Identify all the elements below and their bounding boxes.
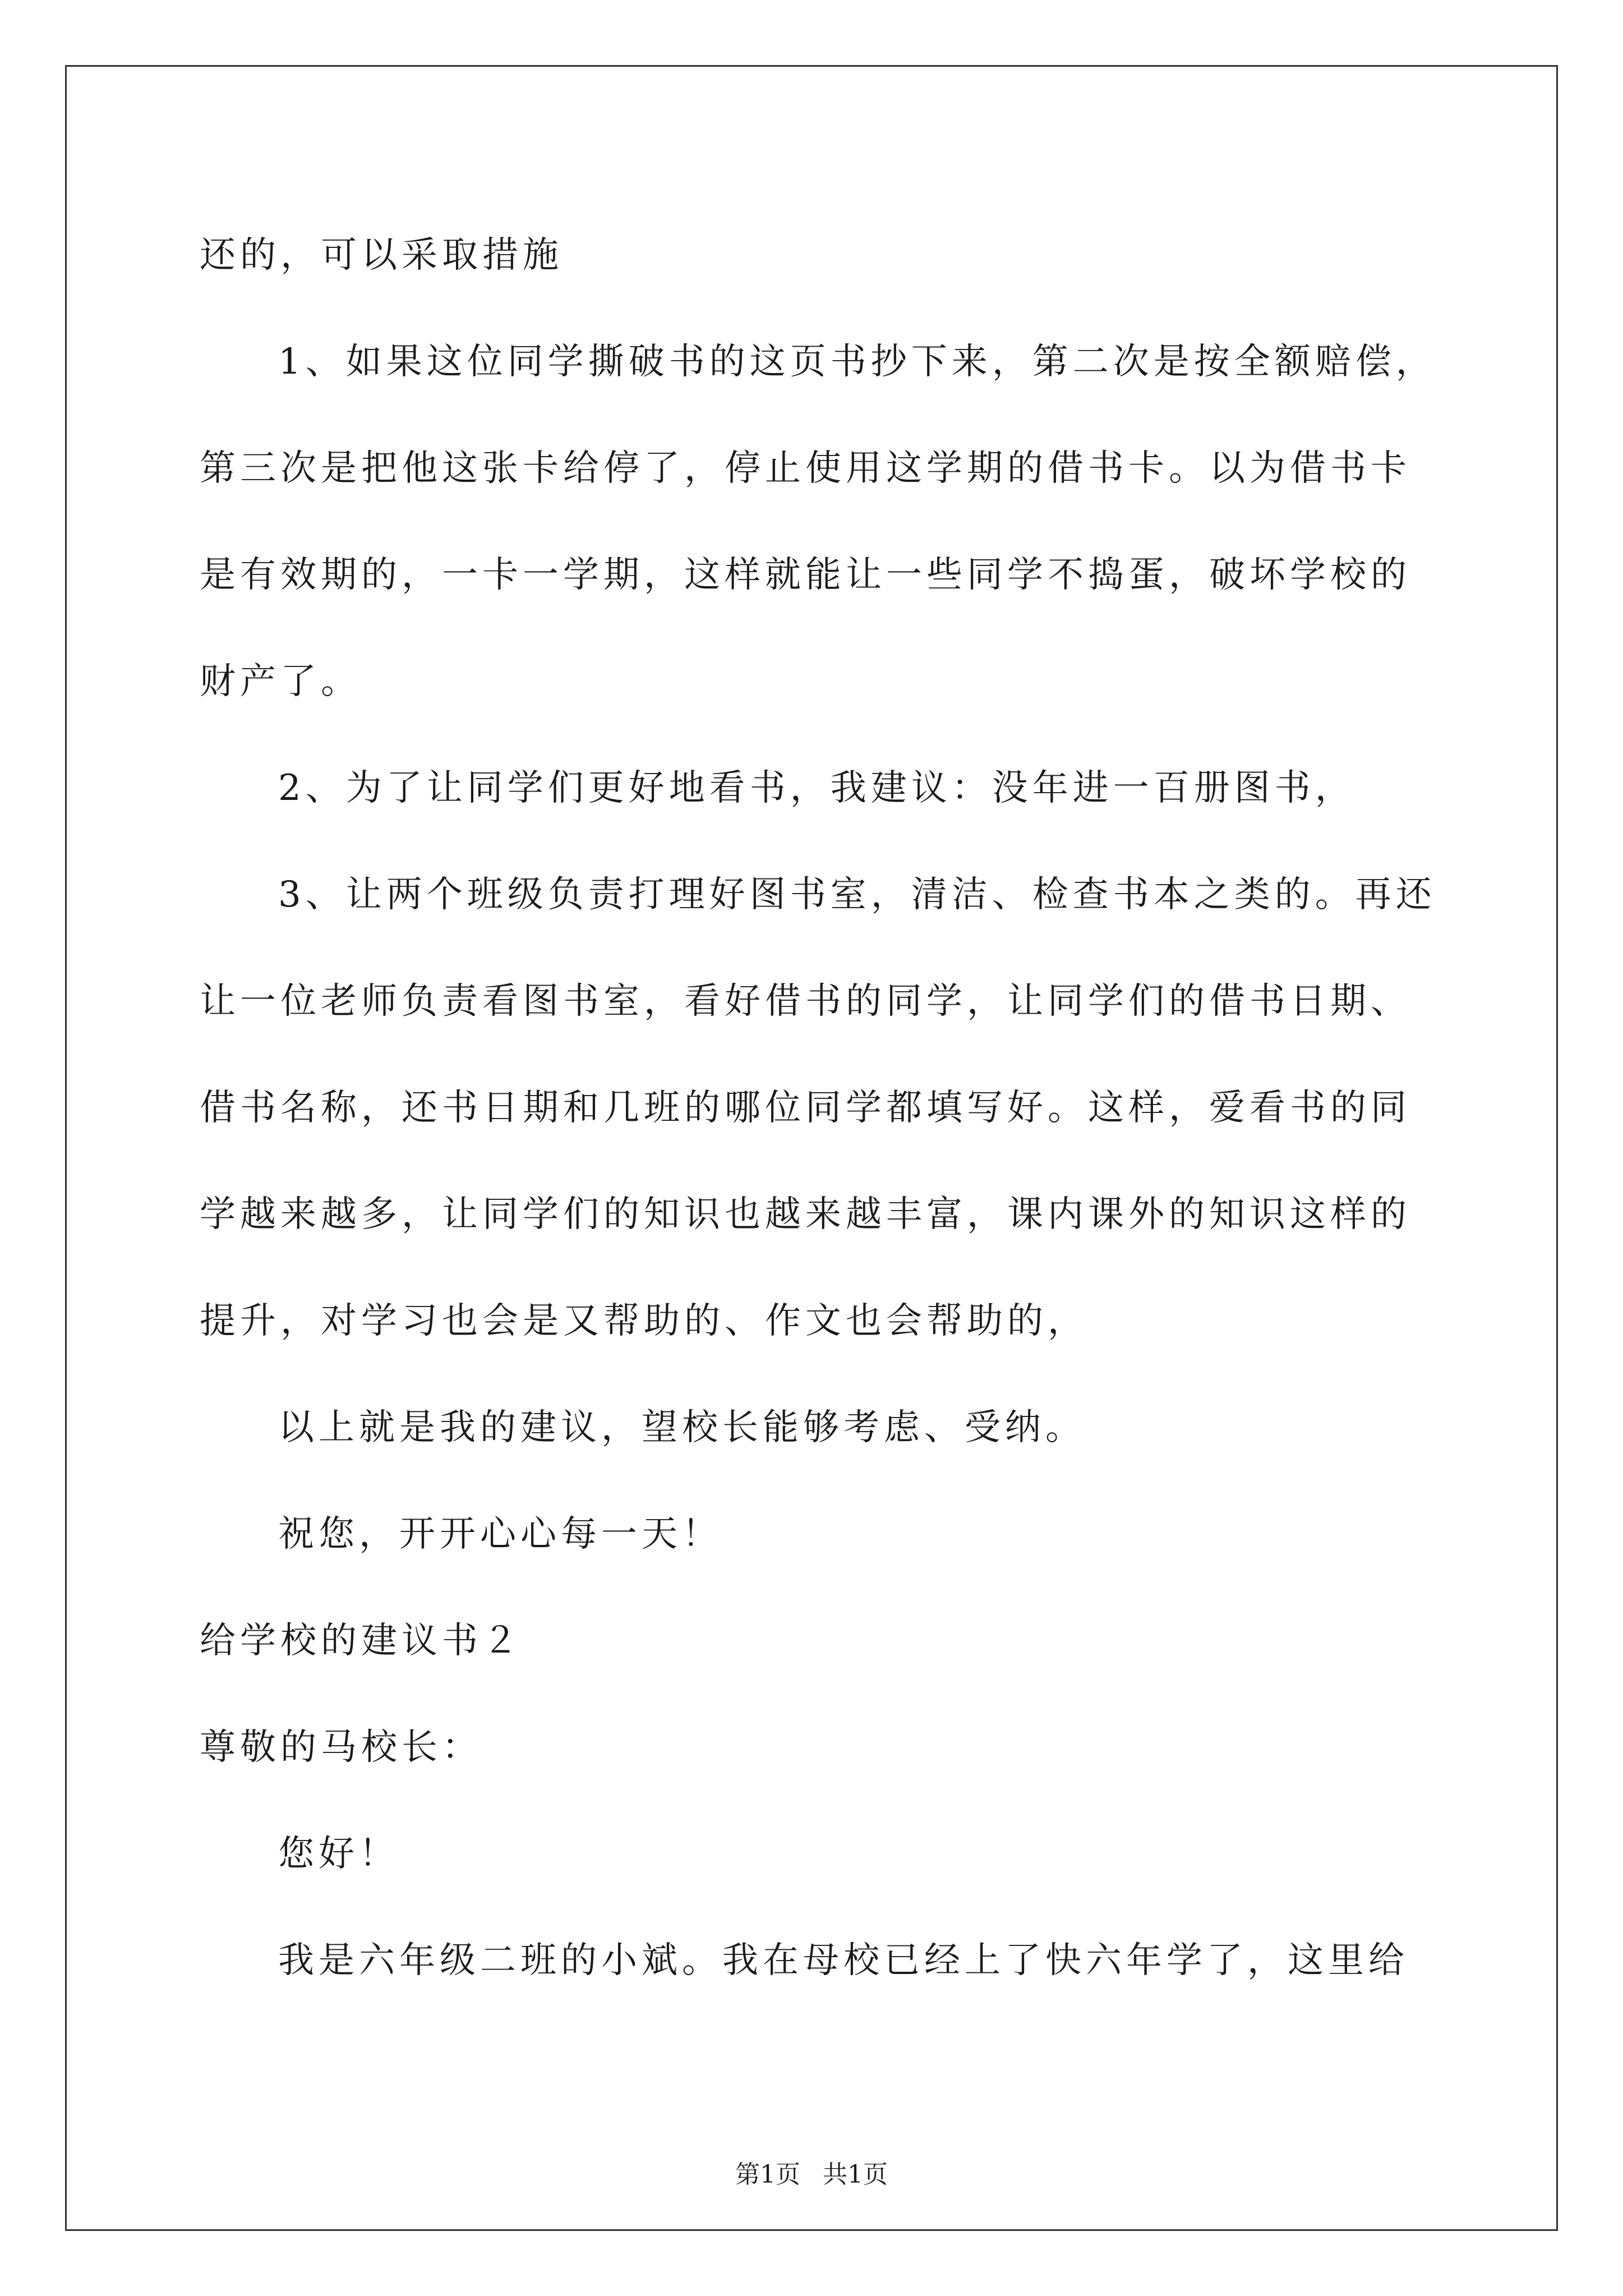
text-line: 学越来越多，让同学们的知识也越来越丰富，课内课外的知识这样的 <box>200 1194 1411 1235</box>
text-line: 第三次是把他这张卡给停了，停止使用这学期的借书卡。以为借书卡 <box>200 448 1411 489</box>
text-line: 让一位老师负责看图书室，看好借书的同学，让同学们的借书日期、 <box>200 981 1411 1022</box>
text-line: 以上就是我的建议，望校长能够考虑、受纳。 <box>278 1407 1086 1448</box>
text-line: 1、如果这位同学撕破书的这页书抄下来，第二次是按全额赔偿， <box>278 341 1436 383</box>
text-line: 2、为了让同学们更好地看书，我建议：没年进一百册图书， <box>278 767 1355 809</box>
text-line: 借书名称，还书日期和几班的哪位同学都填写好。这样，爱看书的同 <box>200 1087 1411 1129</box>
text-line: 是有效期的，一卡一学期，这样就能让一些同学不捣蛋，破坏学校的 <box>200 554 1411 596</box>
text-line: 财产了。 <box>200 661 361 702</box>
text-line: 祝您，开开心心每一天！ <box>278 1513 722 1555</box>
text-line: 我是六年级二班的小斌。我在母校已经上了快六年学了，这里给 <box>278 1940 1409 1981</box>
text-line: 提升，对学习也会是又帮助的、作文也会帮助的， <box>200 1300 1088 1342</box>
greeting: 您好！ <box>278 1833 399 1875</box>
page-total: 共1页 <box>823 2160 888 2189</box>
page-number: 第1页 <box>735 2160 800 2189</box>
text-line: 3、让两个班级负责打理好图书室，清洁、检查书本之类的。再还 <box>278 874 1436 915</box>
text-line: 还的，可以采取措施 <box>200 234 563 276</box>
salutation: 尊敬的马校长： <box>200 1727 482 1768</box>
document-body <box>200 202 1436 2014</box>
section-heading: 给学校的建议书２ <box>200 1620 523 1662</box>
page-footer <box>0 2154 1623 2190</box>
